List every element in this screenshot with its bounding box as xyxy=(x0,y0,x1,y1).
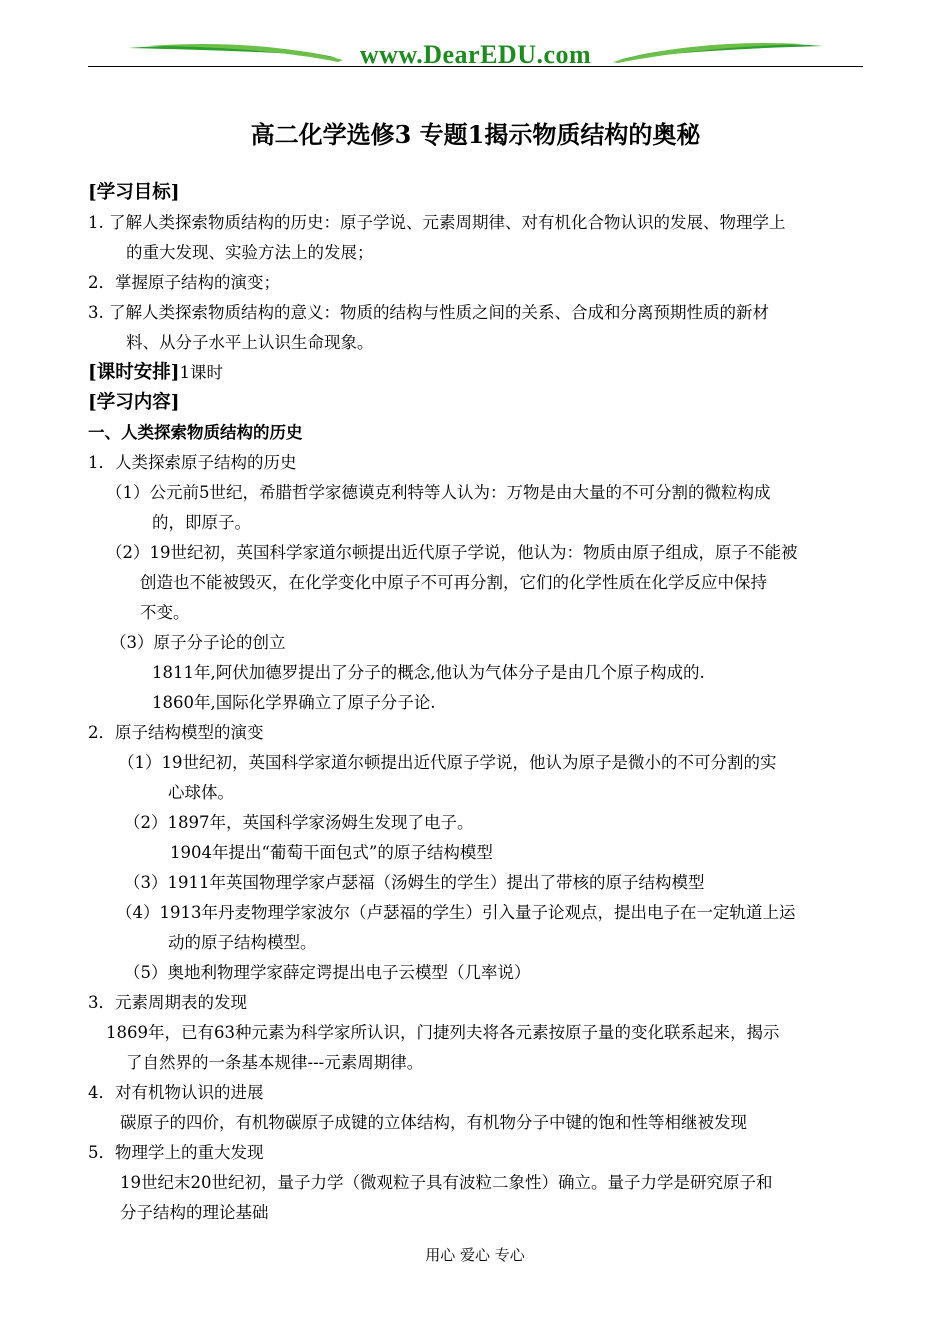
part-1-heading: 一、人类探索物质结构的历史 xyxy=(88,423,303,442)
item-4: 4．对有机物认识的进展 xyxy=(88,1083,264,1102)
item-3-line-2: 了自然界的一条基本规律---元素周期律。 xyxy=(126,1053,424,1072)
item-1-1-line-1: （1）公元前5世纪，希腊哲学家德谟克利特等人认为：万物是由大量的不可分割的微粒构成 xyxy=(106,483,771,502)
item-3: 3．元素周期表的发现 xyxy=(88,993,247,1012)
header-divider xyxy=(88,66,863,67)
schedule-row xyxy=(88,358,864,388)
site-logo-text: www.DearEDU.com xyxy=(359,40,592,69)
item-5-line-2: 分子结构的理论基础 xyxy=(120,1203,269,1222)
page-title: 高二化学选修3 专题1揭示物质结构的奥秘 xyxy=(250,120,701,149)
item-2-4-line-2: 动的原子结构模型。 xyxy=(168,933,317,952)
goal-1-line-1: 1. 了解人类探索物质结构的历史：原子学说、元素周期律、对有机化合物认识的发展、物理学上 xyxy=(88,213,786,232)
goals-heading: [学习目标] xyxy=(88,182,180,203)
content-heading: [学习内容] xyxy=(88,392,180,413)
item-1-3: （3）原子分子论的创立 xyxy=(110,633,286,652)
document-body xyxy=(88,178,864,1228)
site-header-banner xyxy=(88,36,863,70)
item-1-3-b: 1860年,国际化学界确立了原子分子论. xyxy=(152,693,436,712)
item-5: 5．物理学上的重大发现 xyxy=(88,1143,264,1162)
item-3-line-1: 1869年，已有63种元素为科学家所认识，门捷列夫将各元素按原子量的变化联系起来，揭示 xyxy=(106,1023,780,1042)
item-4-text: 碳原子的四价，有机物碳原子成键的立体结构，有机物分子中键的饱和性等相继被发现 xyxy=(120,1113,747,1132)
item-2-5: （5）奥地利物理学家薛定谔提出电子云模型（几率说） xyxy=(124,963,531,982)
item-1-2-line-3: 不变。 xyxy=(140,603,190,622)
page-footer: 用心 爱心 专心 xyxy=(425,1246,525,1264)
item-2-2: （2）1897年，英国科学家汤姆生发现了电子。 xyxy=(124,813,474,832)
item-5-line-1: 19世纪末20世纪初，量子力学（微观粒子具有波粒二象性）确立。量子力学是研究原子和 xyxy=(120,1173,773,1192)
goal-3-line-2: 料、从分子水平上认识生命现象。 xyxy=(126,333,374,352)
item-2-2-b: 1904年提出“葡萄干面包式”的原子结构模型 xyxy=(170,843,493,862)
item-2-3: （3）1911年英国物理学家卢瑟福（汤姆生的学生）提出了带核的原子结构模型 xyxy=(124,873,705,892)
item-2-1-line-1: （1）19世纪初，英国科学家道尔顿提出近代原子学说，他认为原子是微小的不可分割的实 xyxy=(118,753,777,772)
item-2: 2．原子结构模型的演变 xyxy=(88,723,264,742)
item-1-2-line-2: 创造也不能被毁灭，在化学变化中原子不可再分割，它们的化学性质在化学反应中保持 xyxy=(140,573,767,592)
goal-1-line-2: 的重大发现、实验方法上的发展； xyxy=(126,243,374,262)
item-2-4-line-1: （4）1913年丹麦物理学家波尔（卢瑟福的学生）引入量子论观点，提出电子在一定轨道上运 xyxy=(116,903,796,922)
item-1-1-line-2: 的，即原子。 xyxy=(152,513,251,532)
item-1-2-line-1: （2）19世纪初，英国科学家道尔顿提出近代原子学说，他认为：物质由原子组成，原子不能被 xyxy=(106,543,798,562)
item-1: 1．人类探索原子结构的历史 xyxy=(88,453,297,472)
schedule-value: 1课时 xyxy=(179,363,224,382)
item-1-3-a: 1811年,阿伏加德罗提出了分子的概念,他认为气体分子是由几个原子构成的. xyxy=(152,663,705,682)
item-2-1-line-2: 心球体。 xyxy=(168,783,234,802)
goal-2: 2．掌握原子结构的演变； xyxy=(88,273,280,292)
schedule-heading: [课时安排] xyxy=(88,362,180,383)
goal-3-line-1: 3. 了解人类探索物质结构的意义：物质的结构与性质之间的关系、合成和分离预期性质的新材 xyxy=(88,303,769,322)
